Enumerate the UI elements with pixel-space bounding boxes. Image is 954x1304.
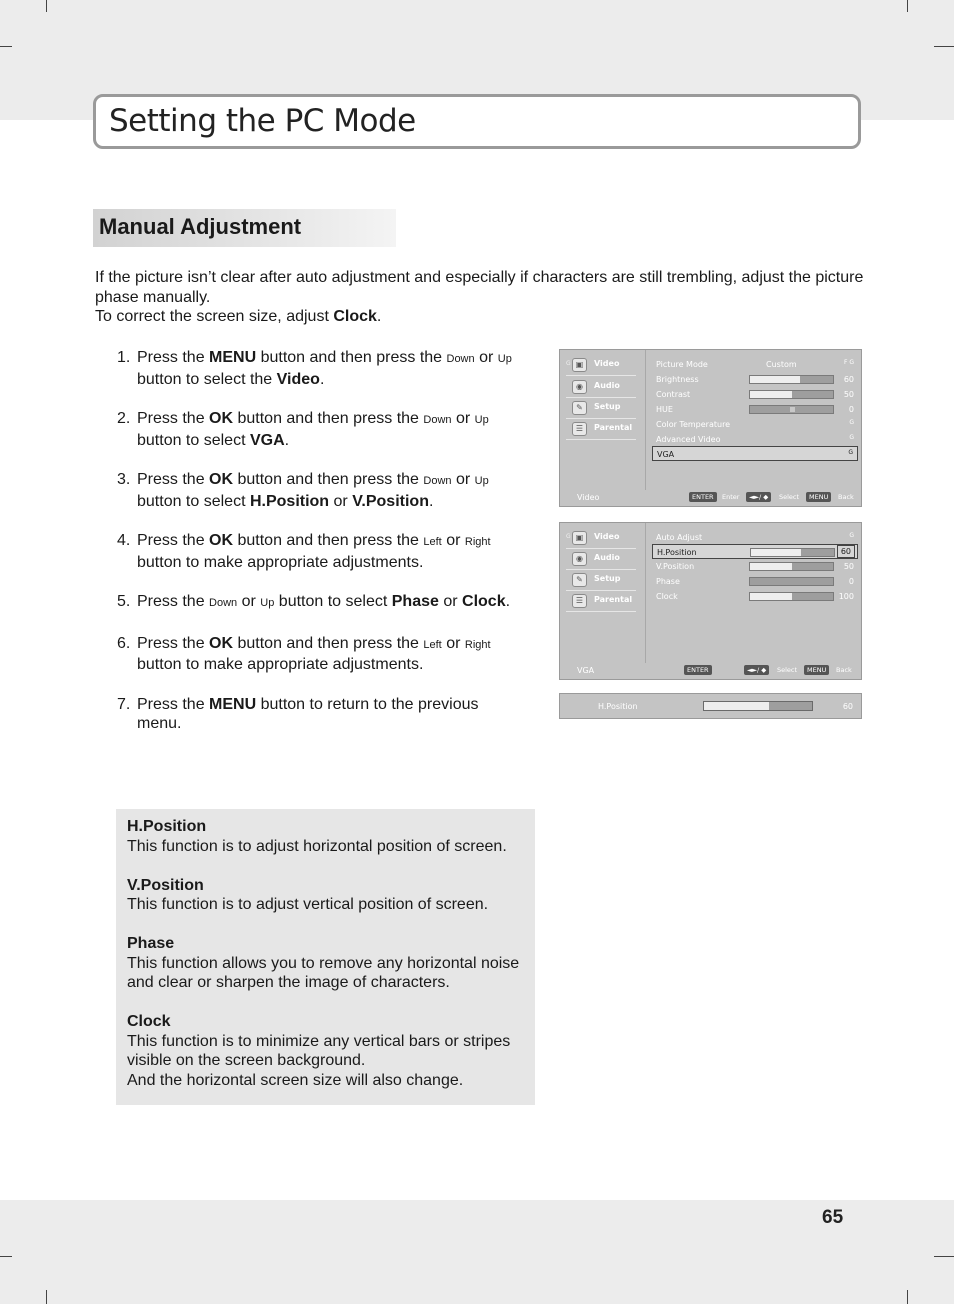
definition-clock (127, 1012, 524, 1090)
intro-line-2 (95, 307, 865, 327)
osd-row-label: Picture Mode (656, 360, 708, 369)
step-text: button to select the (137, 370, 277, 388)
osd-row-vga[interactable] (652, 446, 858, 461)
osd-side-item-audio[interactable] (566, 377, 636, 398)
osd-row-label: Clock (656, 592, 678, 601)
right-key-label: Right (464, 638, 491, 651)
osd-row-label: VGA (657, 450, 675, 459)
osd-row-value: 100 (838, 592, 854, 601)
osd-slider[interactable] (749, 375, 834, 384)
osd-slider[interactable] (750, 548, 835, 557)
osd-slider-fill (750, 391, 792, 398)
up-key-label: Up (474, 475, 489, 487)
definitions-box (116, 809, 535, 1105)
osd-side-glyph: G (566, 360, 571, 367)
osd-side-item-audio[interactable] (566, 549, 636, 570)
osd-footer (560, 662, 861, 679)
step-text: or (451, 410, 475, 427)
osd-footer-label: Back (838, 493, 854, 501)
page-title: Setting the PC Mode (109, 103, 416, 139)
step-text: . (319, 370, 325, 388)
step-number: 6. (117, 634, 131, 652)
crop-mark (907, 0, 908, 12)
osd-slider-fill (750, 593, 792, 600)
step-text: button to return to the previous menu. (137, 695, 479, 732)
definition-term: V.Position (127, 876, 204, 894)
step-target: Phase (391, 593, 439, 610)
definition-term: H.Position (127, 818, 207, 835)
left-key-label: Left (423, 536, 442, 548)
definition-h-position (127, 817, 524, 856)
osd-strip-slider[interactable] (703, 701, 813, 711)
crop-mark (0, 46, 12, 47)
step-1 (117, 348, 517, 389)
step-key-name: OK (209, 634, 234, 652)
menu-key-badge: MENU (804, 665, 829, 675)
osd-h-position-strip (559, 693, 862, 719)
osd-footer-label: Select (777, 666, 798, 674)
definition-term: Clock (127, 1013, 171, 1030)
osd-row-label: Advanced Video (656, 435, 721, 444)
step-text: Press the (137, 695, 210, 713)
osd-row-v-position[interactable] (652, 559, 858, 574)
osd-row-advanced-video[interactable] (652, 432, 858, 447)
osd-slider-fill (750, 376, 800, 383)
crop-mark (934, 1256, 954, 1257)
step-text: button to make appropriate adjustments. (137, 656, 424, 673)
step-text: . (428, 492, 434, 510)
step-target: H.Position (249, 492, 330, 510)
osd-footer-label: Enter (722, 493, 740, 501)
step-target: Video (276, 370, 320, 388)
crop-mark (0, 1256, 12, 1257)
intro-line-1: If the picture isn’t clear after auto adjustment and especially if characters are still trembling, adjust the picture phase manually. (95, 269, 864, 306)
step-key-name: OK (209, 532, 234, 549)
step-key-name: MENU (209, 695, 257, 713)
definition-term: Phase (127, 935, 175, 952)
step-key-name: OK (209, 410, 234, 427)
osd-side-label: Video (594, 532, 620, 541)
osd-row-phase[interactable] (652, 574, 858, 589)
step-key-name: MENU (209, 349, 257, 366)
nav-arrows-icon: ◄►/ ◆ (744, 665, 769, 675)
osd-row-value: 50 (843, 562, 854, 571)
definition-text: And the horizontal screen size will also change. (127, 1071, 464, 1089)
osd-slider-fill (750, 563, 792, 570)
osd-row-clock[interactable] (652, 589, 858, 604)
osd-side-label: Video (594, 359, 620, 368)
osd-side-item-setup[interactable] (566, 570, 636, 591)
step-text: . (505, 593, 511, 610)
osd-row-label: V.Position (656, 562, 695, 571)
osd-row-glyph: G (849, 419, 854, 426)
osd-row-glyph: G (848, 449, 853, 456)
osd-side-menu (560, 523, 646, 663)
osd-strip-slider-fill (704, 702, 769, 710)
osd-row-glyph: F G (843, 359, 854, 366)
osd-slider[interactable] (749, 405, 834, 414)
osd-row-label: Auto Adjust (656, 533, 703, 542)
osd-slider[interactable] (749, 577, 834, 586)
menu-key-badge: MENU (806, 492, 831, 502)
crop-mark (46, 0, 47, 12)
osd-footer-label: Back (836, 666, 852, 674)
definition-text: This function is to adjust horizontal position of screen. (127, 837, 507, 855)
osd-row-label: Brightness (656, 375, 699, 384)
down-key-label: Down (423, 475, 452, 487)
intro-bold-term: Clock (333, 308, 377, 325)
nav-arrows-icon: ◄►/ ◆ (746, 492, 771, 502)
down-key-label: Down (423, 414, 452, 426)
step-text: button to make appropriate adjustments. (137, 553, 424, 571)
step-7 (117, 695, 517, 734)
step-text: button and then press the (233, 410, 424, 427)
section-heading-bar (93, 209, 396, 247)
step-text: Press the (137, 349, 210, 366)
step-target: V.Position (352, 492, 429, 510)
osd-row-contrast[interactable] (652, 387, 858, 402)
step-text: Press the (137, 593, 210, 610)
step-number: 3. (117, 471, 131, 488)
intro-text-part: To correct the screen size, adjust (95, 308, 334, 325)
left-key-label: Left (423, 638, 442, 651)
step-6 (117, 634, 517, 675)
osd-row-value: 0 (848, 577, 854, 586)
step-text: Press the (137, 634, 210, 652)
osd-footer (560, 489, 861, 506)
osd-footer-source: VGA (577, 666, 595, 675)
osd-side-item-parental[interactable] (566, 419, 636, 440)
osd-slider-center-mark (790, 407, 795, 412)
step-5 (117, 592, 517, 614)
definition-text: This function is to minimize any vertical bars or stripes visible on the screen background. (127, 1032, 511, 1069)
video-icon: ▣ (572, 358, 587, 372)
enter-key-badge: ENTER (689, 492, 717, 502)
step-text: button and then press the (233, 634, 424, 652)
step-text: or (441, 532, 465, 549)
osd-video-menu (559, 349, 862, 507)
osd-row-value: 60 (837, 545, 855, 558)
step-text: button to select (137, 431, 250, 449)
step-text: button and then press the (256, 349, 447, 366)
osd-row-color-temperature[interactable] (652, 417, 858, 432)
osd-row-value: 60 (843, 375, 854, 384)
osd-slider[interactable] (749, 562, 834, 571)
step-text: Press the (137, 532, 210, 549)
osd-side-label: Setup (594, 574, 621, 583)
intro-text (95, 268, 865, 327)
step-2 (117, 409, 517, 450)
osd-side-item-video[interactable] (566, 528, 636, 549)
osd-side-label: Audio (594, 381, 620, 390)
intro-text-part: . (376, 308, 382, 325)
osd-row-value: Custom (766, 360, 797, 369)
page-number: 65 (822, 1207, 844, 1228)
crop-mark (907, 1290, 908, 1304)
osd-side-item-setup[interactable] (566, 398, 636, 419)
osd-row-label: Contrast (656, 390, 691, 399)
step-text: button to select (137, 492, 250, 510)
osd-footer-label: Select (779, 493, 800, 501)
step-key-name: OK (209, 471, 234, 488)
video-icon: ▣ (572, 531, 587, 545)
step-target: VGA (249, 431, 285, 449)
parental-icon: ☰ (572, 422, 587, 436)
up-key-label: Up (260, 597, 275, 609)
step-text: or (451, 471, 475, 488)
osd-row-glyph: G (849, 532, 854, 539)
osd-strip-value: 60 (842, 702, 853, 711)
down-key-label: Down (209, 597, 238, 609)
osd-row-value: 0 (848, 405, 854, 414)
crop-mark (46, 1290, 47, 1304)
definition-text: This function allows you to remove any horizontal noise and clear or sharpen the image of characters. (127, 954, 520, 991)
osd-strip-label: H.Position (598, 702, 638, 711)
osd-row-picture-mode[interactable] (652, 357, 858, 372)
osd-side-label: Parental (594, 423, 633, 432)
page-title-box (93, 94, 861, 149)
step-text: Press the (137, 471, 210, 488)
step-3 (117, 470, 517, 511)
osd-side-item-video[interactable] (566, 355, 636, 376)
step-number: 2. (117, 410, 131, 427)
osd-row-label: Color Temperature (656, 420, 731, 429)
osd-row-hue[interactable] (652, 402, 858, 417)
osd-row-label: Phase (656, 577, 680, 586)
step-text: . (284, 431, 290, 449)
step-text: or (329, 492, 353, 510)
osd-row-auto-adjust[interactable] (652, 530, 858, 545)
step-number: 7. (117, 695, 131, 713)
osd-side-glyph: G (566, 533, 571, 540)
section-heading: Manual Adjustment (99, 214, 302, 239)
osd-row-brightness[interactable] (652, 372, 858, 387)
definition-text: This function is to adjust vertical position of screen. (127, 896, 489, 913)
osd-row-glyph: G (849, 434, 854, 441)
step-number: 5. (117, 593, 131, 610)
setup-icon: ✎ (572, 573, 587, 587)
step-text: Press the (137, 410, 210, 427)
up-key-label: Up (474, 414, 489, 426)
step-text: button and then press the (233, 532, 424, 549)
setup-icon: ✎ (572, 401, 587, 415)
step-target: Clock (462, 593, 506, 610)
osd-side-menu (560, 350, 646, 490)
step-text: button to select (274, 593, 392, 610)
osd-side-label: Parental (594, 595, 633, 604)
step-text: or (438, 593, 463, 610)
definition-phase (127, 934, 524, 993)
osd-row-h-position[interactable] (652, 544, 858, 559)
osd-row-value: 50 (843, 390, 854, 399)
right-key-label: Right (464, 536, 491, 548)
parental-icon: ☰ (572, 594, 587, 608)
bottom-band (0, 1200, 954, 1304)
osd-slider[interactable] (749, 592, 834, 601)
crop-mark (934, 46, 954, 47)
osd-side-item-parental[interactable] (566, 591, 636, 612)
step-number: 1. (117, 349, 131, 366)
definition-v-position (127, 876, 524, 915)
osd-footer-source: Video (577, 493, 600, 502)
step-4 (117, 531, 517, 572)
steps-list (117, 348, 517, 754)
osd-vga-menu (559, 522, 862, 680)
step-text: or (474, 349, 498, 366)
down-key-label: Down (446, 353, 475, 365)
osd-slider[interactable] (749, 390, 834, 399)
audio-icon: ◉ (572, 552, 587, 566)
osd-side-label: Setup (594, 402, 621, 411)
step-text: or (237, 593, 261, 610)
audio-icon: ◉ (572, 380, 587, 394)
enter-key-badge: ENTER (684, 665, 712, 675)
osd-row-label: H.Position (657, 548, 697, 557)
osd-side-label: Audio (594, 553, 620, 562)
step-text: or (441, 634, 465, 652)
osd-slider-fill (751, 549, 801, 556)
osd-row-label: HUE (656, 405, 673, 414)
step-text: button and then press the (233, 471, 424, 488)
up-key-label: Up (497, 353, 512, 365)
step-number: 4. (117, 532, 131, 549)
